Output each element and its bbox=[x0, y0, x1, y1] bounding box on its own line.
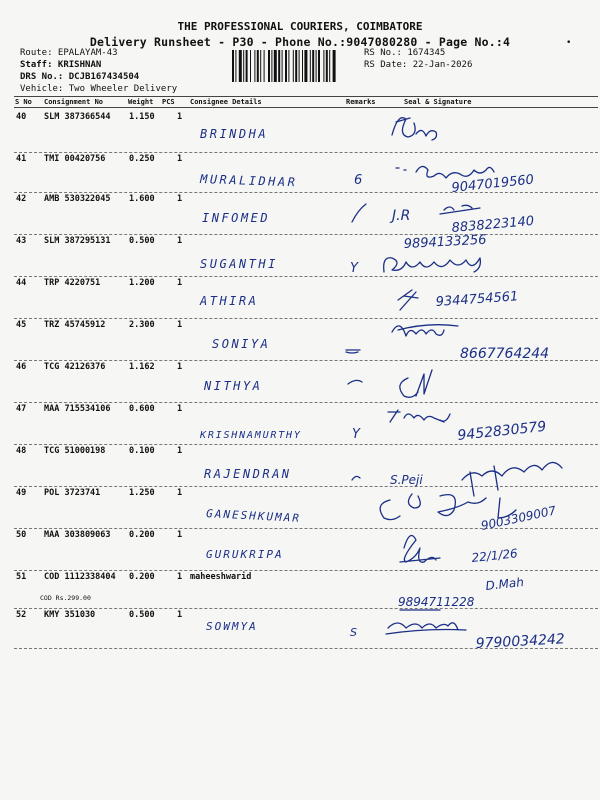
signature-46 bbox=[400, 370, 432, 397]
hand-sign-51: D.Mah bbox=[484, 575, 525, 593]
row-consignee: maheeshwarid bbox=[190, 572, 252, 582]
row-weight: 1.600 bbox=[129, 194, 155, 204]
hand-name-2: MURALIDHAR bbox=[199, 172, 298, 190]
row-weight: 0.600 bbox=[129, 404, 155, 414]
signature-40 bbox=[392, 118, 437, 140]
row-consignment-no: TMI 00420756 bbox=[44, 154, 106, 164]
row-pcs: 1 bbox=[177, 404, 183, 414]
remark-mark-43: Y bbox=[350, 261, 358, 276]
hand-name-6: SONIYA bbox=[212, 337, 271, 351]
remark-mark-52: S bbox=[350, 626, 357, 639]
row-sno: 46 bbox=[16, 362, 27, 372]
col-consignment: Consignment No bbox=[44, 98, 104, 106]
drs-number: DRS No.: DCJB167434504 bbox=[20, 72, 140, 82]
hand-phone-47: 9452830579 bbox=[456, 418, 548, 444]
row-pcs: 1 bbox=[177, 112, 183, 122]
row-pcs: 1 bbox=[177, 488, 183, 498]
vehicle-label: Vehicle: Two Wheeler Delivery bbox=[20, 84, 178, 94]
signature-47 bbox=[388, 410, 450, 422]
row-weight: 0.100 bbox=[129, 446, 155, 456]
hand-name-11: GURUKRIPA bbox=[206, 548, 284, 561]
hand-name-7: NITHYA bbox=[204, 379, 263, 393]
row-consignment-no: TCG 51000198 bbox=[44, 446, 106, 456]
company-title: THE PROFESSIONAL COURIERS, COIMBATORE bbox=[177, 20, 423, 33]
hand-phone-43: 9894133256 bbox=[403, 232, 487, 252]
signature-50 bbox=[400, 536, 440, 563]
row-consignment-no: MAA 303809063 bbox=[44, 530, 111, 540]
row-consignment-no: TRZ 45745912 bbox=[44, 320, 106, 330]
hand-sign-48: S.Peji bbox=[390, 473, 423, 487]
row-sno: 47 bbox=[16, 404, 27, 414]
row-pcs: 1 bbox=[177, 446, 183, 456]
row-weight: 1.150 bbox=[129, 112, 155, 122]
row-sno: 43 bbox=[16, 236, 27, 246]
row-pcs: 1 bbox=[177, 194, 183, 204]
row-pcs: 1 bbox=[177, 362, 183, 372]
row-pcs: 1 bbox=[177, 572, 183, 582]
hand-name-3: INFOMED bbox=[202, 211, 271, 225]
hand-phone-52: 9790034242 bbox=[475, 631, 566, 652]
hand-name-12: SOWMYA bbox=[206, 620, 258, 633]
row-sno: 42 bbox=[16, 194, 27, 204]
signature-52 bbox=[386, 623, 466, 634]
row-weight: 1.200 bbox=[129, 278, 155, 288]
hand-phone-49: 9003309007 bbox=[479, 503, 558, 533]
hand-name-5: ATHIRA bbox=[200, 294, 259, 308]
rs-number: RS No.: 1674345 bbox=[364, 48, 446, 58]
row-sno: 40 bbox=[16, 112, 27, 122]
row-pcs: 1 bbox=[177, 530, 183, 540]
row-consignment-no: AMB 530322045 bbox=[44, 194, 111, 204]
col-pcs: PCS bbox=[162, 98, 175, 106]
row-weight: 2.300 bbox=[129, 320, 155, 330]
hand-name-4: SUGANTHI bbox=[200, 257, 278, 271]
hand-name-10: GANESHKUMAR bbox=[205, 507, 302, 525]
row-sno: 51 bbox=[16, 572, 27, 582]
rs-date: RS Date: 22-Jan-2026 bbox=[364, 60, 473, 70]
route-label: Route: EPALAYAM-43 bbox=[20, 48, 118, 58]
row-pcs: 1 bbox=[177, 320, 183, 330]
hand-phone-44: 9344754561 bbox=[435, 289, 519, 310]
hand-name-1: BRINDHA bbox=[200, 127, 269, 141]
row-sno: 44 bbox=[16, 278, 27, 288]
row-sno: 49 bbox=[16, 488, 27, 498]
row-consignment-no: KMY 351030 bbox=[44, 610, 96, 620]
row-weight: 1.250 bbox=[129, 488, 155, 498]
row-pcs: 1 bbox=[177, 278, 183, 288]
row-consignment-no: SLM 387366544 bbox=[44, 112, 111, 122]
staff-label: Staff: KRISHNAN bbox=[20, 60, 102, 70]
row-consignment-no: TCG 42126376 bbox=[44, 362, 106, 372]
row-consignment-no: SLM 387295131 bbox=[44, 236, 111, 246]
row-pcs: 1 bbox=[177, 610, 183, 620]
row-weight: 1.162 bbox=[129, 362, 155, 372]
row-weight: 0.500 bbox=[129, 236, 155, 246]
hand-name-9: RAJENDRAN bbox=[204, 467, 292, 481]
remark-mark-47: Y bbox=[352, 427, 360, 442]
signature-48 bbox=[462, 462, 562, 496]
col-remarks: Remarks bbox=[346, 98, 376, 106]
signature-43 bbox=[384, 258, 481, 272]
row-sno: 50 bbox=[16, 530, 27, 540]
remark-mark-41: 6 bbox=[354, 173, 363, 188]
row-sno: 41 bbox=[16, 154, 27, 164]
row-sno: 48 bbox=[16, 446, 27, 456]
row-consignment-no: MAA 715534106 bbox=[44, 404, 111, 414]
row-weight: 0.500 bbox=[129, 610, 155, 620]
col-seal: Seal & Signature bbox=[404, 98, 472, 106]
corner-mark: • bbox=[566, 38, 572, 48]
signature-45 bbox=[392, 325, 458, 336]
col-weight: Weight bbox=[128, 98, 154, 106]
row-sno: 52 bbox=[16, 610, 27, 620]
col-sno: S No bbox=[15, 98, 32, 106]
row-sno: 45 bbox=[16, 320, 27, 330]
hand-phone-41: 9047019560 bbox=[450, 172, 535, 196]
hand-date-50: 22/1/26 bbox=[470, 546, 519, 565]
row-pcs: 1 bbox=[177, 236, 183, 246]
hand-phone-42: 8838223140 bbox=[451, 213, 535, 236]
signature-44 bbox=[398, 290, 418, 310]
runsheet-title: Delivery Runsheet - P30 - Phone No.:9047080280 - Page No.:4 bbox=[89, 35, 511, 49]
row-weight: 0.200 bbox=[129, 572, 155, 582]
hand-phone-45: 8667764244 bbox=[460, 346, 550, 362]
row-weight: 0.250 bbox=[129, 154, 155, 164]
hand-name-8: KRISHNAMURTHY bbox=[200, 430, 302, 441]
signature-41 bbox=[396, 166, 494, 178]
row-consignment-no: COD 1112338404 bbox=[44, 572, 116, 582]
row-weight: 0.200 bbox=[129, 530, 155, 540]
row-cod-amount: COD Rs.299.00 bbox=[40, 594, 91, 602]
row-consignment-no: TRP 4220751 bbox=[44, 278, 101, 288]
hand-seal-42: J.R bbox=[392, 208, 411, 224]
row-pcs: 1 bbox=[177, 154, 183, 164]
hand-phone-51: 9894711228 bbox=[398, 595, 475, 609]
signature-42 bbox=[440, 205, 480, 214]
col-consignee: Consignee Details bbox=[190, 98, 262, 106]
row-consignment-no: POL 3723741 bbox=[44, 488, 101, 498]
